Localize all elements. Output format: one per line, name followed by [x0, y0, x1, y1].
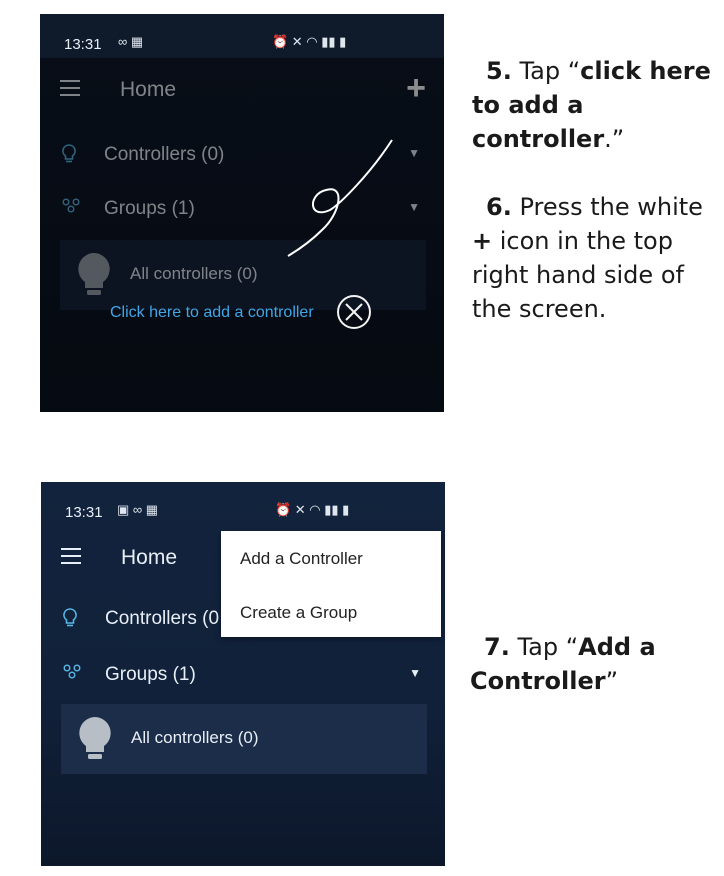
page-title: Home: [120, 78, 177, 101]
step-bold-text: Add a Controller: [470, 633, 656, 695]
row-label: Controllers (0): [104, 144, 225, 165]
chevron-down-icon[interactable]: ▼: [409, 666, 421, 680]
app-screenshot-top: [40, 14, 444, 412]
sidebar-item-groups[interactable]: [41, 652, 445, 696]
card-label: All controllers (0): [131, 728, 259, 747]
step-text: .”: [604, 125, 625, 153]
bulb-icon: [75, 714, 115, 762]
bulb-outline-icon: [63, 608, 77, 633]
gesture-annotation: [40, 14, 444, 412]
row-label: Controllers (0: [105, 608, 220, 629]
overflow-menu: [221, 531, 441, 637]
status-bar: [41, 482, 445, 526]
step-bold-text: click here to add a controller: [472, 57, 711, 153]
step-plus-symbol: +: [472, 227, 493, 255]
group-icon: [63, 664, 81, 685]
step-text: Press the white: [511, 193, 703, 221]
step-text: icon in the top right hand side of the screen.: [472, 227, 684, 323]
card-label: All controllers (0): [130, 264, 258, 283]
step-number: 6.: [486, 193, 512, 221]
link-icon: ∞ ▦: [118, 34, 144, 49]
status-icons: ⏰ ✕ ◠ ▮▮ ▮: [272, 34, 347, 49]
step-text: ”: [605, 667, 618, 695]
menu-item-create-group[interactable]: Create a Group: [240, 603, 358, 622]
step-6: [472, 190, 717, 326]
chevron-down-icon[interactable]: ▼: [408, 200, 420, 214]
menu-icon[interactable]: [61, 548, 81, 564]
step-7: [470, 630, 715, 698]
plus-icon[interactable]: +: [406, 69, 426, 107]
step-text: Tap “: [509, 633, 579, 661]
step-number: 7.: [484, 633, 510, 661]
step-text: Tap “: [511, 57, 581, 85]
menu-item-add-controller[interactable]: Add a Controller: [240, 549, 363, 568]
status-left-icons: ▣ ∞ ▦: [117, 502, 159, 517]
status-icons: ⏰ ✕ ◠ ▮▮ ▮: [275, 502, 350, 517]
row-label: Groups (1): [105, 664, 196, 685]
page-title: Home: [121, 546, 178, 569]
chevron-down-icon[interactable]: ▼: [408, 146, 420, 160]
add-controller-link[interactable]: Click here to add a controller: [110, 304, 314, 321]
step-5: [472, 54, 712, 156]
status-time: 13:31: [64, 36, 102, 53]
row-label: Groups (1): [104, 198, 195, 219]
step-number: 5.: [486, 57, 512, 85]
group-card[interactable]: [61, 704, 427, 774]
status-time: 13:31: [65, 504, 103, 521]
